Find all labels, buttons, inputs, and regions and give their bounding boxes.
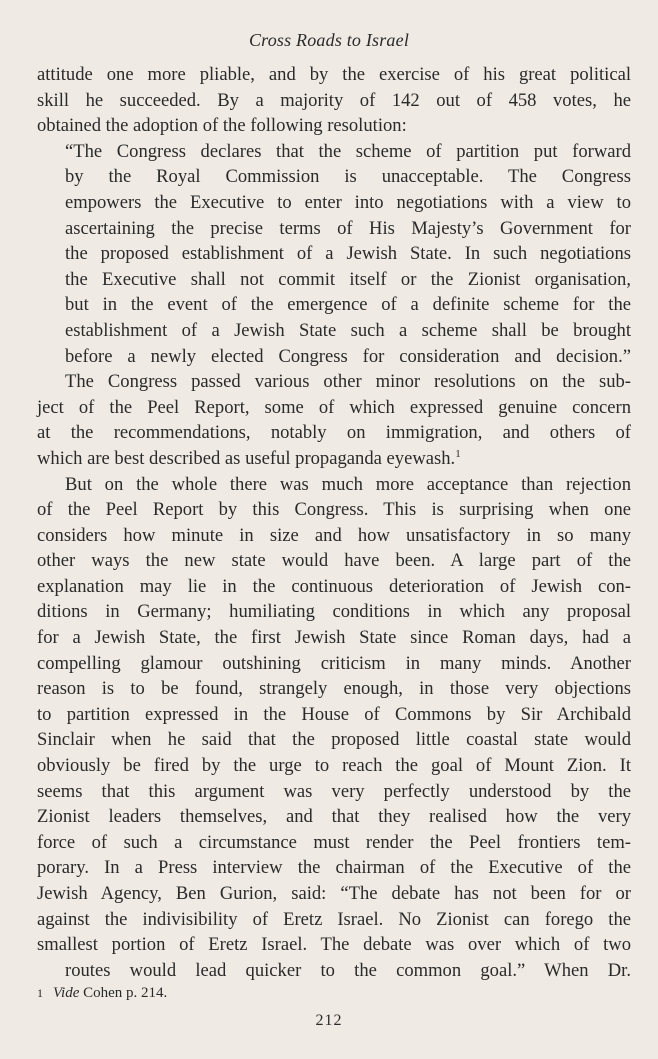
text-line: force of such a circumstance must render the Peel frontiers tem-	[37, 831, 631, 853]
text-line: smallest portion of Eretz Israel. The debate was over which of two	[37, 934, 631, 956]
footnote-text: Cohen p. 214.	[83, 985, 168, 1001]
text-line: to partition expressed in the House of Commons by Sir Archibald	[37, 703, 631, 725]
footnote-marker: 1	[37, 986, 43, 1000]
text-line: against the indivisibility of Eretz Israel. No Zionist can forego the	[37, 908, 631, 930]
text-line: obviously be fired by the urge to reach the goal of Mount Zion. It	[37, 755, 631, 777]
text-line: ditions in Germany; humiliating conditions in which any proposal	[37, 601, 631, 623]
text-line-content: which are best described as useful propaganda eyewash.	[37, 447, 456, 469]
text-line: other ways the new state would have been. A large part of the	[37, 550, 631, 572]
body-text	[37, 62, 631, 983]
page-number: 212	[315, 1012, 343, 1029]
text-line: porary. In a Press interview the chairman of the Executive of the	[37, 857, 631, 879]
text-line: routes would lead quicker to the common goal.” When Dr.	[65, 959, 631, 981]
text-line: reason is to be found, strangely enough, in those very objections	[37, 678, 631, 700]
text-line: before a newly elected Congress for consideration and decision.”	[65, 345, 631, 367]
text-line: empowers the Executive to enter into negotiations with a view to	[65, 191, 631, 213]
text-line: attitude one more pliable, and by the exercise of his great political	[37, 64, 631, 85]
footnote-reference: 1	[455, 447, 461, 460]
text-line: but in the event of the emergence of a definite scheme for the	[65, 294, 631, 316]
text-line: by the Royal Commission is unacceptable. The Congress	[65, 166, 631, 188]
text-line: at the recommendations, notably on immigration, and others of	[37, 422, 631, 444]
text-line: considers how minute in size and how unsatisfactory in so many	[37, 524, 631, 546]
text-line: explanation may lie in the continuous deterioration of Jewish con-	[37, 575, 631, 597]
text-line: obtained the adoption of the following resolution:	[37, 115, 407, 137]
text-line: Sinclair when he said that the proposed little coastal state would	[37, 729, 631, 751]
footnote-vide: Vide	[53, 985, 80, 1001]
text-line: But on the whole there was much more acceptance than rejection	[65, 473, 631, 495]
text-line: Zionist leaders themselves, and that they realised how the very	[37, 806, 631, 828]
text-line: of the Peel Report by this Congress. This is surprising when one	[37, 499, 631, 521]
text-line: compelling glamour outshining criticism in many minds. Another	[37, 652, 631, 674]
text-line: seems that this argument was very perfectly understood by the	[37, 780, 631, 802]
text-line: establishment of a Jewish State such a scheme shall be brought	[65, 319, 631, 341]
text-line: the Executive shall not commit itself or the Zionist organisation,	[65, 268, 631, 290]
text-line: for a Jewish State, the first Jewish State since Roman days, had a	[37, 627, 631, 649]
text-line: skill he succeeded. By a majority of 142 out of 458 votes, he	[37, 89, 631, 111]
text-line: The Congress passed various other minor resolutions on the sub-	[65, 371, 631, 393]
text-line: ject of the Peel Report, some of which expressed genuine concern	[37, 396, 631, 418]
text-line: the proposed establishment of a Jewish State. In such negotiations	[65, 243, 631, 265]
text-line: Jewish Agency, Ben Gurion, said: “The debate has not been for or	[37, 883, 631, 904]
footnote	[37, 985, 167, 1002]
text-line: ascertaining the precise terms of His Majesty’s Government for	[65, 217, 631, 239]
text-line	[37, 446, 631, 472]
running-head: Cross Roads to Israel	[248, 30, 410, 50]
text-line: “The Congress declares that the scheme of partition put forward	[65, 140, 631, 162]
